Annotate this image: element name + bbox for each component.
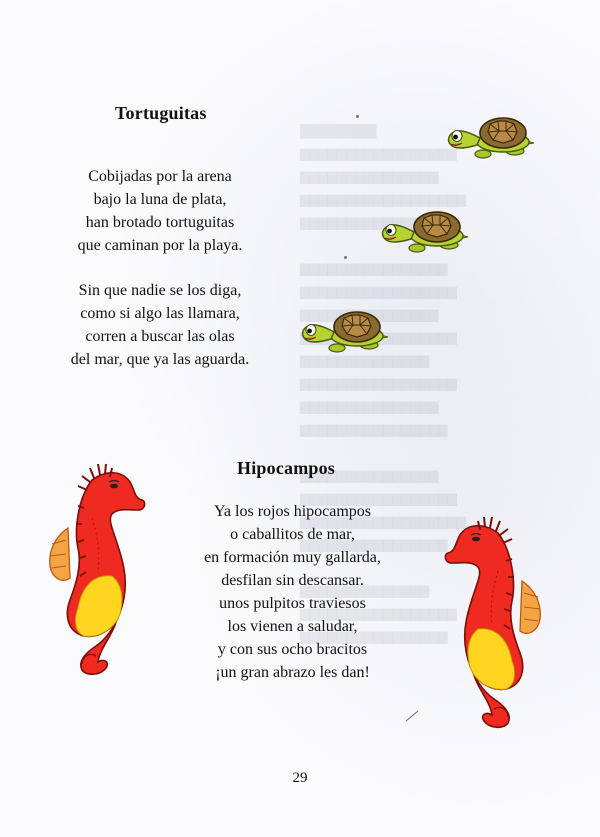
poem-line: han brotado tortuguitas [85,214,235,231]
poem-line: que caminan por la playa. [77,237,243,254]
turtle-icon [443,112,535,164]
poem-line: unos pulpitos traviesos [219,595,366,612]
poem-line: y con sus ocho bracitos [217,641,368,658]
page-speck [344,256,347,259]
poem-line: Sin que nadie se los diga, [78,282,242,299]
poem-title-hipocampos: Hipocampos [237,458,336,478]
stanza [180,500,405,684]
poem-line: ¡un gran abrazo les dan! [215,664,370,681]
poem-line: en formación muy gallarda, [204,549,381,566]
poem-line: los vienen a saludar, [227,618,358,635]
seahorse-icon [440,511,552,731]
poem-line: Cobijadas por la arena [88,168,232,185]
poem-body-tortuguitas [40,165,280,371]
page-mark [405,710,419,722]
bleed-through-texture-2: ▇▇▇▇▇▇▇▇▇▇▇▇▇▇▇ ▇▇▇▇▇▇▇▇▇▇▇▇▇▇▇▇▇ ▇▇▇▇▇▇▇▇▇▇▇▇▇▇▇▇▇▇ ▇▇▇▇▇▇▇▇▇▇▇▇▇▇▇▇ ▇▇▇▇▇▇▇▇▇▇▇▇▇▇ ▇▇▇▇▇▇▇▇▇▇▇▇▇▇▇▇▇ ▇▇▇▇▇▇▇▇▇▇▇▇▇▇▇▇ [300,469,467,644]
stanza [40,279,280,371]
poem-line: bajo la luna de plata, [93,191,227,208]
seahorse-icon [38,458,150,678]
poem-body-hipocampos [180,500,405,684]
page-number: 29 [292,770,308,786]
turtle-icon [297,306,389,358]
turtle-icon [377,206,469,258]
poem-line: o caballitos de mar, [230,526,355,543]
poem-line: Ya los rojos hipocampos [213,503,372,520]
poem-line: como si algo las llamara, [80,305,240,322]
poem-line: desfilan sin descansar. [221,572,364,589]
poem-line: corren a buscar las olas [85,328,235,345]
poem-line: del mar, que ya las aguarda. [70,351,250,368]
stanza [40,165,280,257]
poem-title-tortuguitas: Tortuguitas [115,103,207,123]
bleed-through-texture: █████████ ▇▇▇▇▇▇▇▇▇▇▇▇▇▇▇▇▇ ▇▇▇▇▇▇▇▇▇▇▇▇▇▇▇ ▇▇▇▇▇▇▇▇▇▇▇▇▇▇▇▇▇▇ ▇▇▇▇▇▇▇▇▇▇▇▇▇ ▇▇▇▇▇▇▇▇▇▇▇▇▇▇▇▇ ▇▇▇▇▇▇▇▇▇▇▇▇▇▇▇▇▇ ▇▇▇▇▇▇▇▇▇▇▇▇▇▇ ▇▇▇▇▇▇▇▇▇▇▇▇▇▇▇▇▇ ▇▇▇▇▇▇▇▇▇▇▇▇▇▇▇ ▇▇▇▇▇▇▇▇▇▇▇▇▇▇▇▇ [300,124,467,437]
page-speck [356,115,359,118]
